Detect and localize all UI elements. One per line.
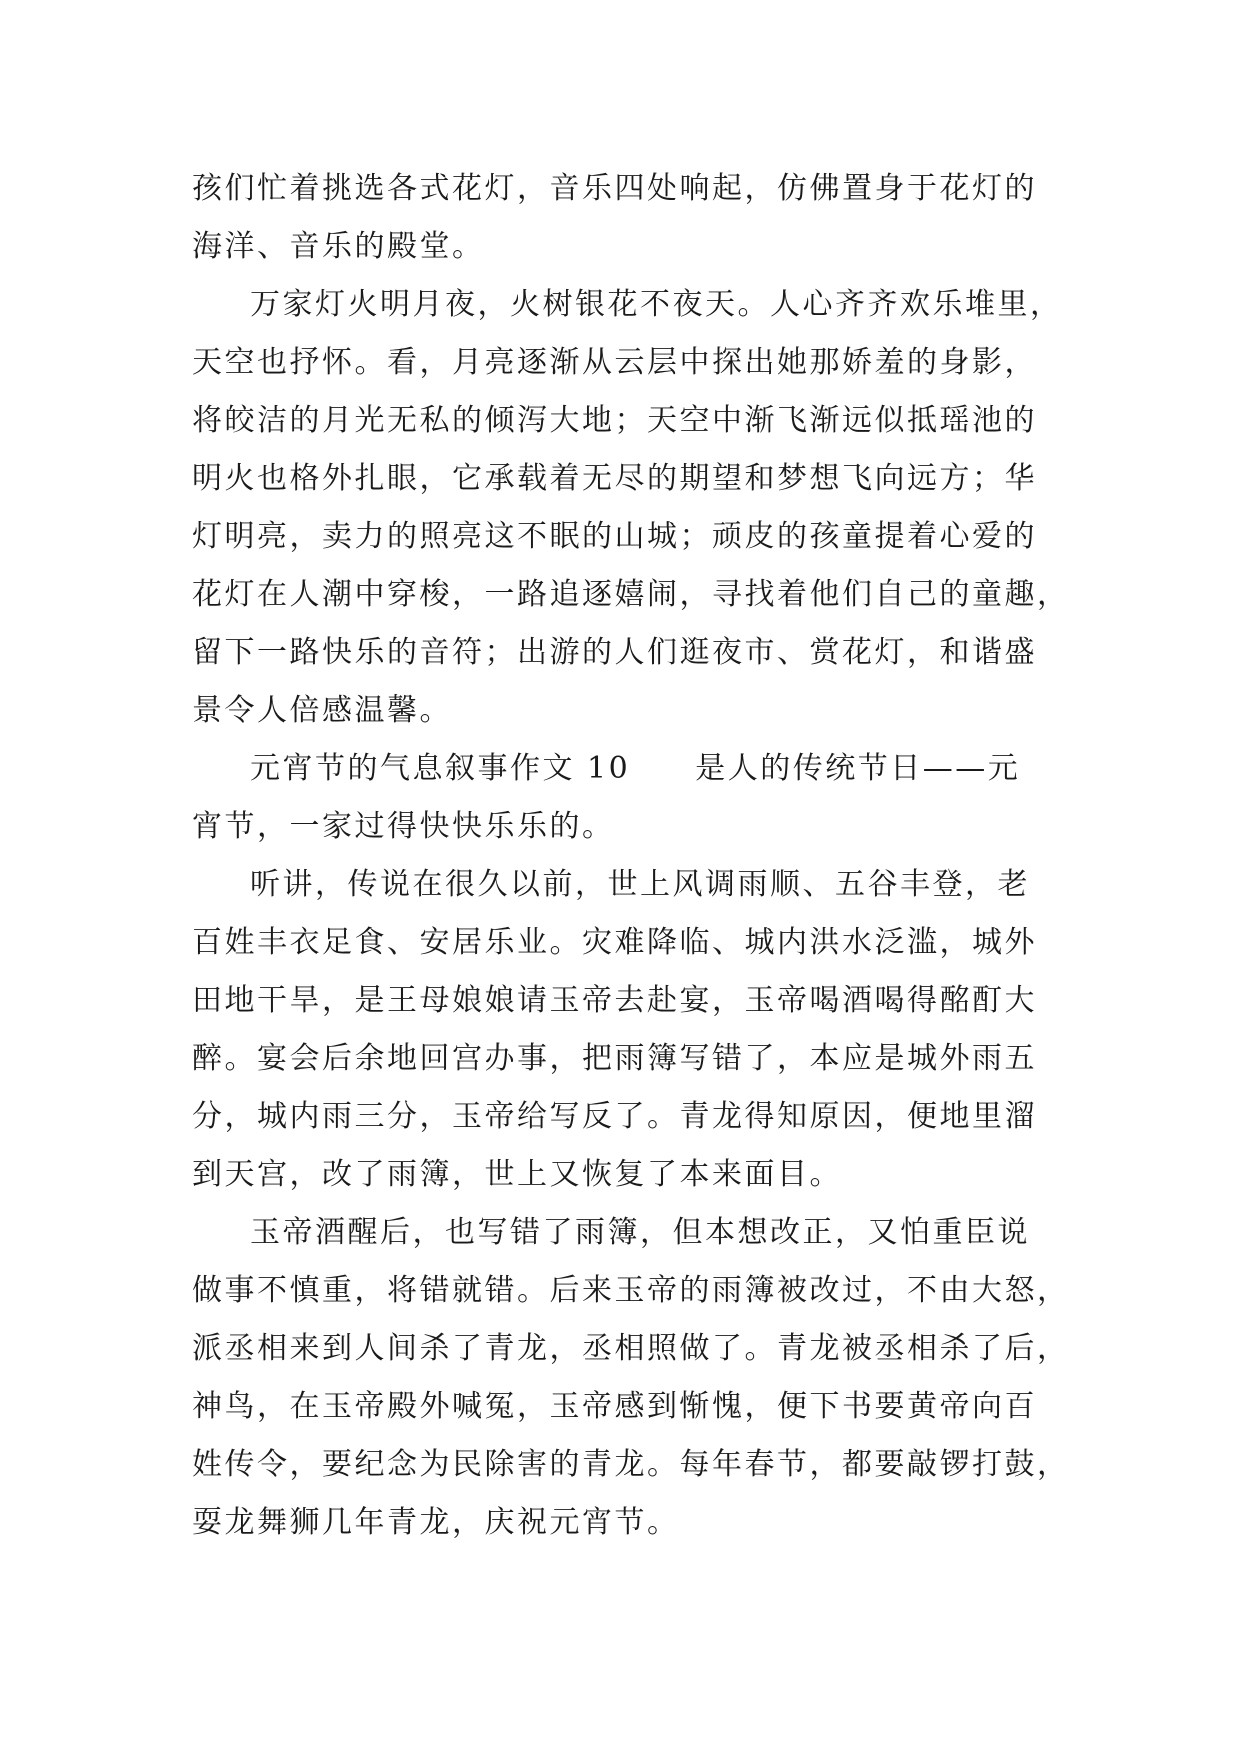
paragraph xyxy=(192,740,1052,856)
text-line: 派丞相来到人间杀了青龙，丞相照做了。青龙被丞相杀了后， xyxy=(192,1331,1070,1366)
paragraph xyxy=(192,856,1052,1204)
text-line: 宵节，一家过得快快乐乐的。 xyxy=(192,809,615,844)
text-line: 玉帝酒醒后，也写错了雨簿，但本想改正，又怕重臣说 xyxy=(250,1215,1030,1250)
document-page xyxy=(192,160,1070,1552)
text-line: 神鸟，在玉帝殿外喊冤，玉帝感到惭愧，便下书要黄帝向百 xyxy=(192,1389,1037,1424)
text-line: 分，城内雨三分，玉帝给写反了。青龙得知原因，便地里溜 xyxy=(192,1099,1037,1134)
text-line: 留下一路快乐的音符；出游的人们逛夜市、赏花灯，和谐盛 xyxy=(192,635,1037,670)
text-line: 景令人倍感温馨。 xyxy=(192,693,452,728)
text-line: 元宵节的气息叙事作文 10 是人的传统节日——元 xyxy=(250,751,1021,786)
text-line: 耍龙舞狮几年青龙，庆祝元宵节。 xyxy=(192,1505,680,1540)
text-line: 百姓丰衣足食、安居乐业。灾难降临、城内洪水泛滥，城外 xyxy=(192,925,1037,960)
paragraph xyxy=(192,160,1052,276)
text-line: 做事不慎重，将错就错。后来玉帝的雨簿被改过，不由大怒， xyxy=(192,1273,1070,1308)
text-line: 花灯在人潮中穿梭，一路追逐嬉闹，寻找着他们自己的童趣， xyxy=(192,577,1070,612)
text-line: 田地干旱，是王母娘娘请玉帝去赴宴，玉帝喝酒喝得酩酊大 xyxy=(192,983,1037,1018)
text-line: 海洋、音乐的殿堂。 xyxy=(192,229,485,264)
text-line: 将皎洁的月光无私的倾泻大地；天空中渐飞渐远似抵瑶池的 xyxy=(192,403,1037,438)
text-line: 天空也抒怀。看，月亮逐渐从云层中探出她那娇羞的身影， xyxy=(192,345,1037,380)
text-line: 万家灯火明月夜，火树银花不夜天。人心齐齐欢乐堆里， xyxy=(250,287,1063,322)
paragraph xyxy=(192,1204,1070,1552)
paragraph xyxy=(192,276,1070,740)
text-line: 姓传令，要纪念为民除害的青龙。每年春节，都要敲锣打鼓， xyxy=(192,1447,1070,1482)
text-line: 醉。宴会后余地回宫办事，把雨簿写错了，本应是城外雨五 xyxy=(192,1041,1037,1076)
text-line: 灯明亮，卖力的照亮这不眠的山城；顽皮的孩童提着心爱的 xyxy=(192,519,1037,554)
text-line: 听讲，传说在很久以前，世上风调雨顺、五谷丰登，老 xyxy=(250,867,1030,902)
text-line: 明火也格外扎眼，它承载着无尽的期望和梦想飞向远方；华 xyxy=(192,461,1037,496)
text-line: 孩们忙着挑选各式花灯，音乐四处响起，仿佛置身于花灯的 xyxy=(192,171,1037,206)
text-line: 到天宫，改了雨簿，世上又恢复了本来面目。 xyxy=(192,1157,842,1192)
